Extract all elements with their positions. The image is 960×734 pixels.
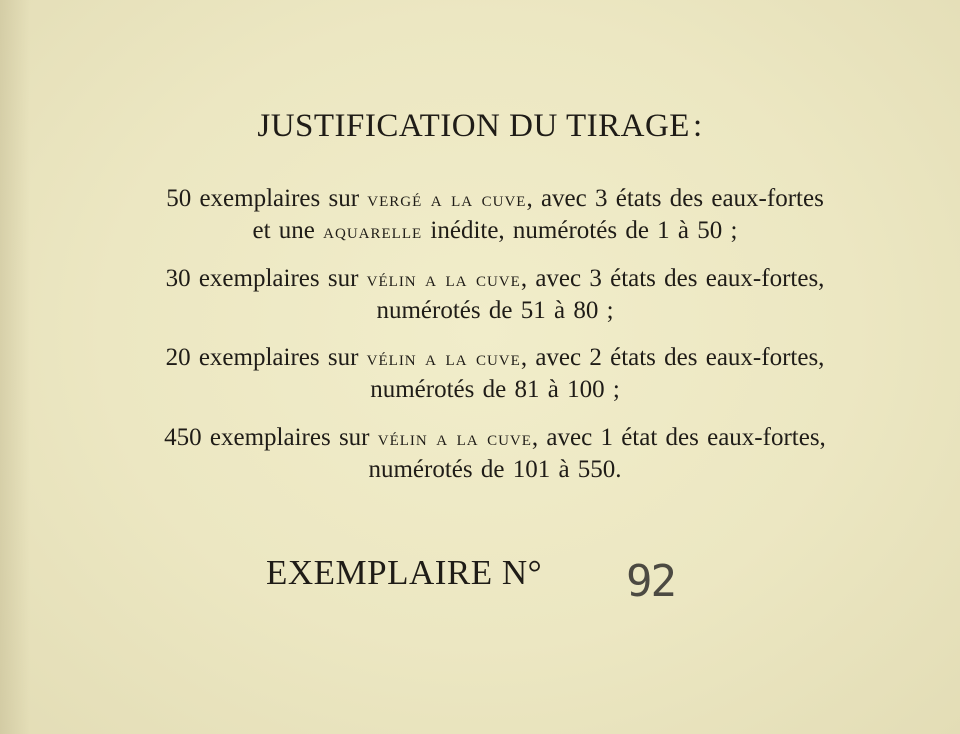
entry-line [0, 215, 960, 247]
entry-text: numérotés de 51 à 80 ; [376, 297, 614, 324]
paper-type: vélin a la cuve [366, 345, 521, 370]
entry-text: , avec 1 état des eaux-fortes, [531, 424, 826, 451]
print-run-entry-3 [0, 342, 960, 406]
print-run-entry-4 [0, 422, 960, 486]
title-text: JUSTIFICATION DU TIRAGE [257, 108, 690, 144]
entry-line [0, 374, 960, 406]
entry-text: 50 exemplaires sur [166, 185, 368, 212]
entry-text: , avec 3 états des eaux-fortes, [520, 265, 825, 292]
entry-text: numérotés de 101 à 550. [368, 456, 622, 483]
entry-line [0, 263, 960, 295]
entry-text: numérotés de 81 à 100 ; [370, 376, 620, 403]
entry-line [0, 183, 960, 215]
print-run-entry-1 [0, 183, 960, 247]
paper-type: vélin a la cuve [366, 266, 521, 291]
entry-text: 450 exemplaires sur [164, 424, 378, 451]
paper-type: vergé a la cuve [367, 186, 527, 211]
artwork-type: aquarelle [323, 218, 423, 243]
entry-text: 20 exemplaires sur [165, 344, 367, 371]
paper-type: vélin a la cuve [377, 425, 532, 450]
copy-number-label: EXEMPLAIRE N° [266, 553, 543, 592]
entry-line [0, 295, 960, 327]
print-run-entry-2 [0, 263, 960, 327]
entry-text: , avec 3 états des eaux-fortes [526, 185, 824, 212]
copy-number-stamp: 92 [626, 556, 675, 607]
entry-line [0, 454, 960, 486]
title-colon: : [692, 108, 703, 144]
entry-text: 30 exemplaires sur [165, 265, 367, 292]
entry-text: , avec 2 états des eaux-fortes, [520, 344, 825, 371]
page-title [0, 108, 960, 145]
entry-line [0, 342, 960, 374]
entry-text: inédite, numérotés de 1 à 50 ; [422, 217, 738, 244]
entry-text: et une [252, 217, 324, 244]
entry-line [0, 422, 960, 454]
